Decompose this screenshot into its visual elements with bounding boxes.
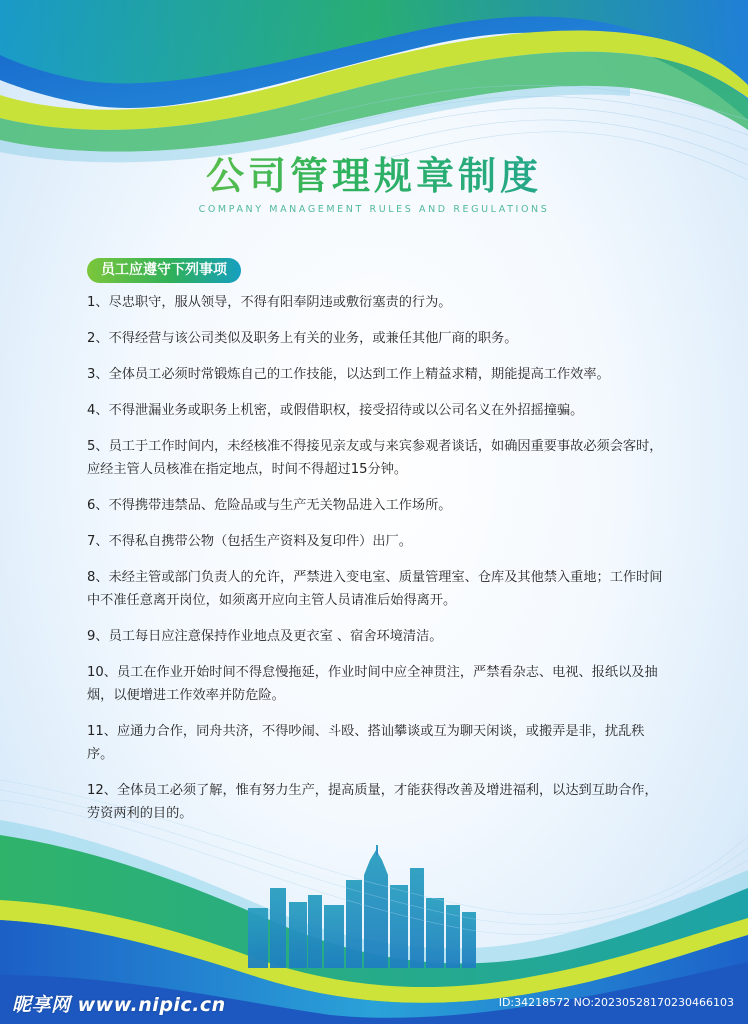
list-item: 11、应通力合作，同舟共济，不得吵闹、斗殴、搭讪攀谈或互为聊天闲谈，或搬弄是非，扰乱秩序。 <box>87 724 645 762</box>
list-item: 1、尽忠职守，服从领导，不得有阳奉阴违或敷衍塞责的行为。 <box>87 295 452 310</box>
list-item: 5、员工于工作时间内，未经核准不得接见亲友或与来宾参观者谈话，如确因重要事故必须会客时，应经主管人员核准在指定地点，时间不得超过15分钟。 <box>87 439 663 477</box>
list-item: 2、不得经营与该公司类似及职务上有关的业务，或兼任其他厂商的职务。 <box>87 331 518 346</box>
list-item: 10、员工在作业开始时间不得怠慢拖延，作业时间中应全神贯注，严禁看杂志、电视、报纸以及抽烟，以便增进工作效率并防危险。 <box>87 665 658 703</box>
list-item: 6、不得携带违禁品、危险品或与生产无关物品进入工作场所。 <box>87 498 452 513</box>
list-item: 9、员工每日应注意保持作业地点及更衣室 、宿舍环境清洁。 <box>87 629 443 644</box>
page-subtitle: COMPANY MANAGEMENT RULES AND REGULATIONS <box>198 204 550 215</box>
page-title: 公司管理规章制度 <box>0 150 748 202</box>
image-id-label: ID:34218572 NO:20230528170230466103 <box>498 996 734 1009</box>
top-wave <box>0 0 748 162</box>
list-item: 12、全体员工必须了解，惟有努力生产，提高质量，才能获得改善及增进福利，以达到互助合作，劳资两利的目的。 <box>87 783 658 821</box>
city-skyline-icon <box>248 845 476 968</box>
list-item: 4、不得泄漏业务或职务上机密，或假借职权，接受招待或以公司名义在外招摇撞骗。 <box>87 403 584 418</box>
header <box>0 150 748 215</box>
list-item: 8、未经主管或部门负责人的允许，严禁进入变电室、质量管理室、仓库及其他禁入重地；工作时间中不准任意离开岗位，如须离开应向主管人员请准后始得离开。 <box>87 570 663 608</box>
section-heading-badge: 员工应遵守下列事项 <box>87 258 241 283</box>
list-item: 3、全体员工必须时常锻炼自己的工作技能，以达到工作上精益求精，期能提高工作效率。 <box>87 367 610 382</box>
watermark-logo: 昵享网 www.nipic.cn <box>12 994 226 1016</box>
rules-list <box>87 291 667 838</box>
list-item: 7、不得私自携带公物（包括生产资料及复印件）出厂。 <box>87 534 412 549</box>
